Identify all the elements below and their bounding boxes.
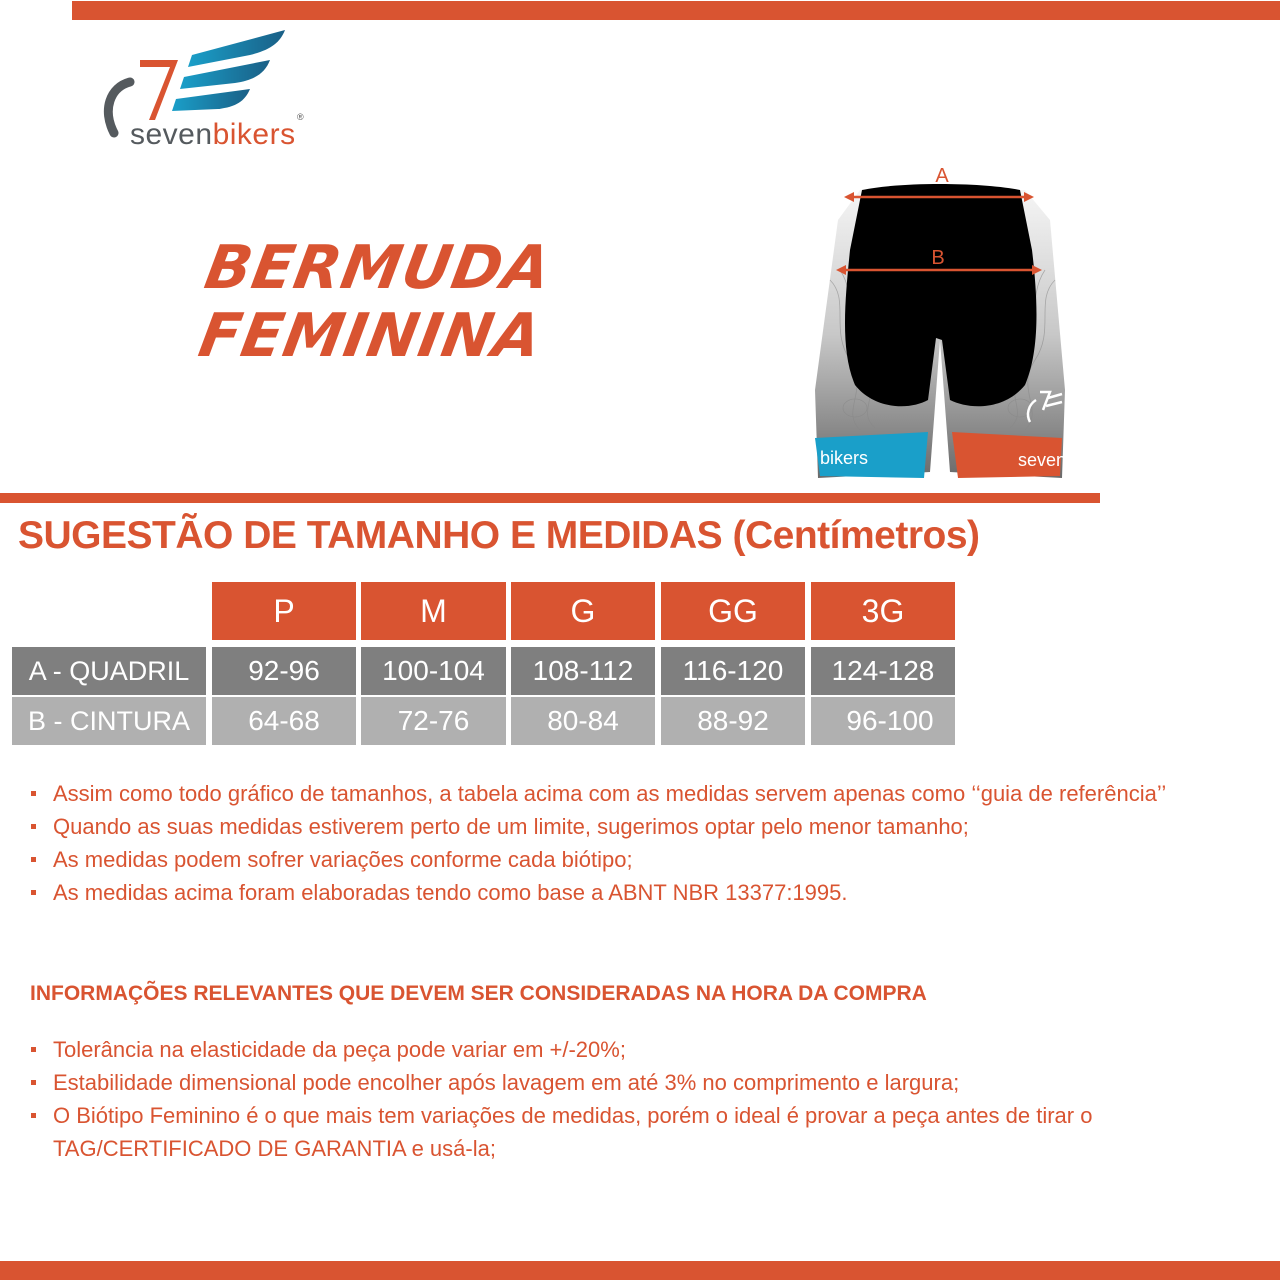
size-chart-heading: SUGESTÃO DE TAMANHO E MEDIDAS (Centímetros) xyxy=(18,514,980,557)
product-title-line1: BERMUDA xyxy=(199,233,557,303)
size-header-g: G xyxy=(511,582,655,640)
band-text-bikers: bikers xyxy=(820,448,869,468)
quadril-3g: 124-128 xyxy=(811,647,955,695)
list-item: O Biótipo Feminino é o que mais tem variações de medidas, porém o ideal é provar a peça antes de tirar o TAG/CERTIFICADO DE GARANTIA e usá-la; xyxy=(28,1099,1228,1165)
quadril-g: 108-112 xyxy=(511,647,655,695)
bullet-icon xyxy=(31,1080,36,1085)
measure-label-a: A xyxy=(935,165,949,187)
quadril-m: 100-104 xyxy=(361,647,506,695)
bullet-icon xyxy=(31,890,36,895)
brand-name-seven: seven xyxy=(130,118,213,151)
quadril-gg: 116-120 xyxy=(661,647,805,695)
row-label-cintura: B - CINTURA xyxy=(12,697,206,745)
bullet-icon xyxy=(31,1113,36,1118)
cintura-gg: 88-92 xyxy=(661,697,805,745)
product-title-line2: FEMININA xyxy=(193,301,548,371)
list-item: As medidas podem sofrer variações conforme cada biótipo; xyxy=(28,843,1228,876)
bullet-icon xyxy=(31,1047,36,1052)
shorts-illustration xyxy=(800,160,1090,490)
brand-wordmark xyxy=(130,120,296,150)
cintura-3g: 96-100 xyxy=(811,697,955,745)
purchase-info-heading: INFORMAÇÕES RELEVANTES QUE DEVEM SER CONSIDERADAS NA HORA DA COMPRA xyxy=(30,982,927,1005)
cintura-m: 72-76 xyxy=(361,697,506,745)
measure-label-b: B xyxy=(931,247,945,269)
size-notes-list xyxy=(28,777,1228,909)
bullet-icon xyxy=(31,857,36,862)
size-header-m: M xyxy=(361,582,506,640)
size-header-gg: GG xyxy=(661,582,805,640)
top-accent-bar xyxy=(72,1,1280,20)
list-item: As medidas acima foram elaboradas tendo como base a ABNT NBR 13377:1995. xyxy=(28,876,1228,909)
quadril-p: 92-96 xyxy=(212,647,356,695)
list-item: Tolerância na elasticidade da peça pode variar em +/-20%; xyxy=(28,1033,1228,1066)
bullet-icon xyxy=(31,791,36,796)
list-item: Assim como todo gráfico de tamanhos, a tabela acima com as medidas servem apenas como ‘‘guia de referência’’ xyxy=(28,777,1228,810)
cintura-p: 64-68 xyxy=(212,697,356,745)
purchase-info-list xyxy=(28,1033,1228,1165)
bullet-icon xyxy=(31,824,36,829)
size-header-p: P xyxy=(212,582,356,640)
bottom-accent-bar xyxy=(0,1261,1280,1280)
cintura-g: 80-84 xyxy=(511,697,655,745)
brand-name-bikers: bikers xyxy=(212,118,296,151)
list-item: Quando as suas medidas estiverem perto de um limite, sugerimos optar pelo menor tamanho; xyxy=(28,810,1228,843)
registered-mark: ® xyxy=(297,112,304,122)
section-divider-bar xyxy=(0,493,1100,503)
row-label-quadril: A - QUADRIL xyxy=(12,647,206,695)
size-header-3g: 3G xyxy=(811,582,955,640)
band-text-seven: seven xyxy=(1018,450,1067,470)
list-item: Estabilidade dimensional pode encolher após lavagem em até 3% no comprimento e largura; xyxy=(28,1066,1228,1099)
